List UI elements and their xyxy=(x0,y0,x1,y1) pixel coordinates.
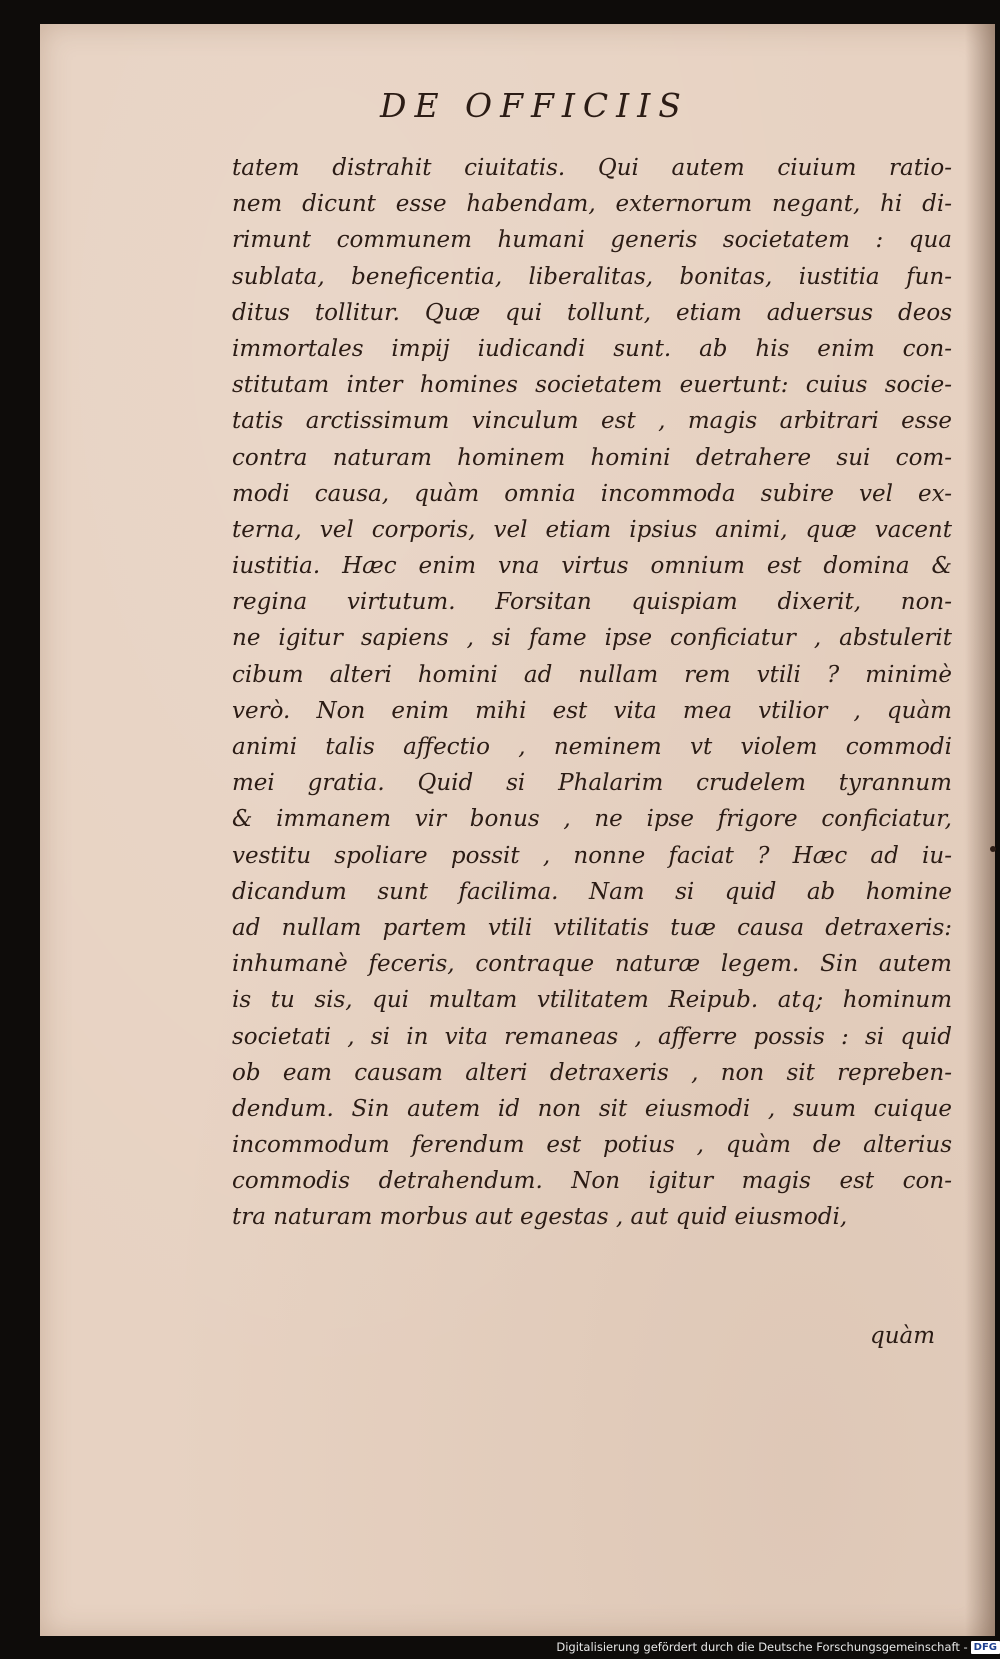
text-line: mei gratia. Quid si Phalarim crudelem tyrannum xyxy=(232,770,952,797)
dfg-logo: DFG xyxy=(971,1641,1000,1654)
text-line: ad nullam partem vtili vtilitatis tuæ causa detraxeris: xyxy=(232,914,952,941)
text-line: regina virtutum. Forsitan quispiam dixerit, non- xyxy=(232,589,952,616)
text-line: immortales impij iudicandi sunt. ab his enim con- xyxy=(232,335,952,362)
text-line: animi talis affectio , neminem vt violem commodi xyxy=(232,734,952,760)
text-line: ob eam causam alteri detraxeris , non sit repreben- xyxy=(232,1059,952,1086)
text-line: is tu sis, qui multam vtilitatem Reipub. atq; hominum xyxy=(232,987,952,1014)
text-line: tatem distrahit ciuitatis. Qui autem ciuium ratio- xyxy=(232,155,952,181)
text-line: verò. Non enim mihi est vita mea vtilior , quàm xyxy=(232,697,952,724)
text-line: stitutam inter homines societatem euertunt: cuius socie- xyxy=(232,372,952,399)
text-line: modi causa, quàm omnia incommoda subire vel ex- xyxy=(232,480,952,507)
text-line: ditus tollitur. Quæ qui tollunt, etiam aduersus deos xyxy=(232,299,952,326)
text-line: tra naturam morbus aut egestas , aut quid eiusmodi, xyxy=(232,1204,848,1231)
page-body-text xyxy=(232,150,952,1236)
text-line: ne igitur sapiens , si fame ipse conficiatur , abstulerit xyxy=(232,625,952,652)
text-line: societati , si in vita remaneas , afferre possis : si quid xyxy=(232,1023,952,1050)
catchword: quàm xyxy=(870,1323,936,1349)
text-line: contra naturam hominem homini detrahere sui com- xyxy=(232,444,952,471)
text-line: terna, vel corporis, vel etiam ipsius animi, quæ vacent xyxy=(232,516,952,543)
text-line: dicandum sunt facilima. Nam si quid ab homine xyxy=(232,878,952,905)
text-line: inhumanè feceris, contraque naturæ legem. Sin autem xyxy=(232,951,952,978)
text-line: tatis arctissimum vinculum est , magis arbitrari esse xyxy=(232,408,952,435)
text-line: vestitu spoliare possit , nonne faciat ? Hæc ad iu- xyxy=(232,842,952,869)
text-line: commodis detrahendum. Non igitur magis est con- xyxy=(232,1168,952,1195)
text-line: nem dicunt esse habendam, externorum negant, hi di- xyxy=(232,191,952,218)
gutter-shadow xyxy=(965,24,995,1636)
text-line: iustitia. Hæc enim vna virtus omnium est domina & xyxy=(232,553,952,580)
digitization-credit xyxy=(556,1639,1000,1655)
margin-ink-mark xyxy=(990,846,996,852)
text-line: incommodum ferendum est potius , quàm de alterius xyxy=(232,1132,952,1159)
text-line: rimunt communem humani generis societatem : qua xyxy=(232,227,952,254)
credit-text: Digitalisierung gefördert durch die Deutsche Forschungsgemeinschaft - xyxy=(556,1640,968,1654)
text-line: cibum alteri homini ad nullam rem vtili ? minimè xyxy=(232,661,952,688)
running-head: DE OFFICIIS xyxy=(380,86,689,125)
text-line: & immanem vir bonus , ne ipse frigore conficiatur, xyxy=(232,806,952,833)
text-line: dendum. Sin autem id non sit eiusmodi , suum cuique xyxy=(232,1095,952,1122)
text-line: sublata, beneficentia, liberalitas, bonitas, iustitia fun- xyxy=(232,263,952,290)
